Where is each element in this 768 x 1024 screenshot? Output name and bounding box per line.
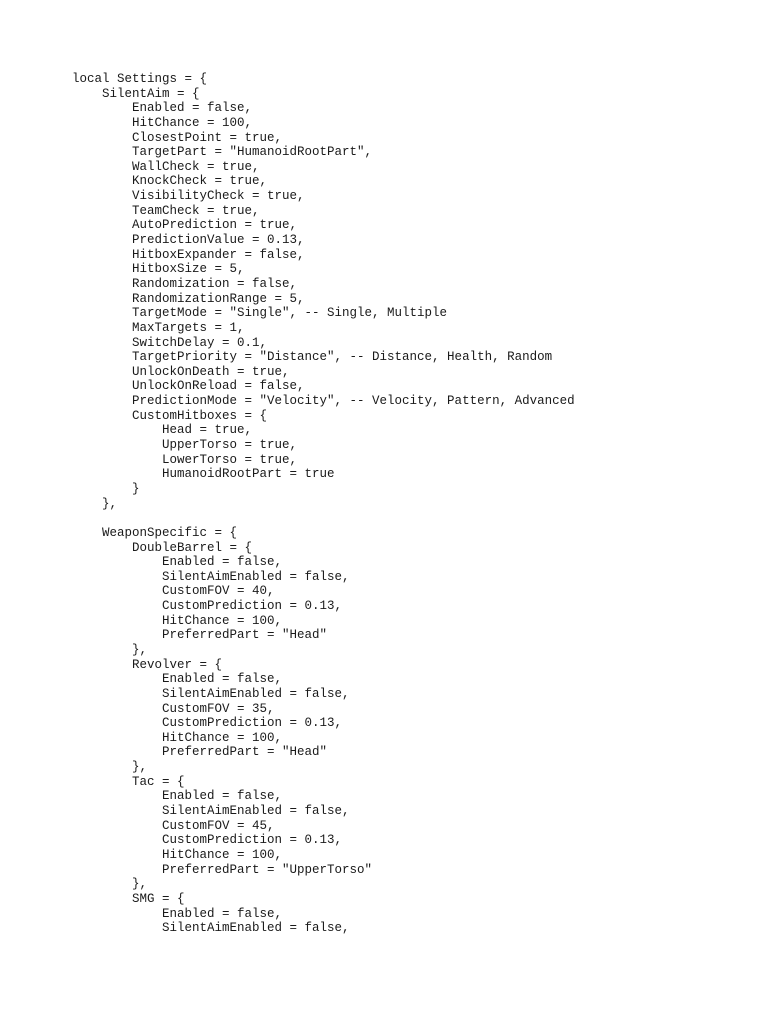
code-line: }, <box>72 496 118 511</box>
code-line: Enabled = false, <box>72 101 253 116</box>
code-line: Randomization = false, <box>72 276 298 291</box>
code-line: TargetPriority = "Distance", -- Distance, Health, Random <box>72 350 553 365</box>
code-line: CustomPrediction = 0.13, <box>72 599 343 614</box>
code-line: SwitchDelay = 0.1, <box>72 335 268 350</box>
code-line: }, <box>72 642 148 657</box>
code-line: HitChance = 100, <box>72 613 283 628</box>
code-line: Revolver = { <box>72 657 223 672</box>
code-line: Enabled = false, <box>72 906 283 921</box>
code-line <box>72 511 575 526</box>
code-line: CustomPrediction = 0.13, <box>72 716 343 731</box>
code-line: LowerTorso = true, <box>72 452 298 467</box>
code-line: PredictionValue = 0.13, <box>72 233 305 248</box>
code-line: local Settings = { <box>72 72 208 86</box>
code-line: SMG = { <box>72 891 185 906</box>
code-line: UnlockOnDeath = true, <box>72 364 290 379</box>
code-line: HumanoidRootPart = true <box>72 467 335 482</box>
code-line: SilentAim = { <box>72 86 200 101</box>
code-line: PreferredPart = "UpperTorso" <box>72 862 373 877</box>
code-line: PredictionMode = "Velocity", -- Velocity, Pattern, Advanced <box>72 394 575 409</box>
code-line: DoubleBarrel = { <box>72 540 253 555</box>
code-line: RandomizationRange = 5, <box>72 291 305 306</box>
code-line: UnlockOnReload = false, <box>72 379 305 394</box>
code-line: HitChance = 100, <box>72 115 253 130</box>
code-line: Head = true, <box>72 423 253 438</box>
code-line: Enabled = false, <box>72 672 283 687</box>
code-line: Tac = { <box>72 774 185 789</box>
code-line: CustomPrediction = 0.13, <box>72 833 343 848</box>
code-block <box>72 72 575 936</box>
code-line: VisibilityCheck = true, <box>72 189 305 204</box>
code-line: }, <box>72 877 148 892</box>
code-line: Enabled = false, <box>72 789 283 804</box>
code-line: }, <box>72 760 148 775</box>
code-line: WeaponSpecific = { <box>72 525 238 540</box>
code-line: SilentAimEnabled = false, <box>72 569 350 584</box>
code-line: CustomFOV = 35, <box>72 701 275 716</box>
code-line: TeamCheck = true, <box>72 203 260 218</box>
code-line: SilentAimEnabled = false, <box>72 804 350 819</box>
code-line: CustomHitboxes = { <box>72 408 268 423</box>
code-line: HitChance = 100, <box>72 730 283 745</box>
code-line: PreferredPart = "Head" <box>72 628 328 643</box>
code-line: } <box>72 481 140 496</box>
code-line: HitChance = 100, <box>72 847 283 862</box>
code-line: HitboxSize = 5, <box>72 262 245 277</box>
code-line: TargetPart = "HumanoidRootPart", <box>72 145 373 160</box>
code-line: SilentAimEnabled = false, <box>72 921 350 936</box>
code-line: HitboxExpander = false, <box>72 247 305 262</box>
code-line: KnockCheck = true, <box>72 174 268 189</box>
code-line: MaxTargets = 1, <box>72 320 245 335</box>
code-line: ClosestPoint = true, <box>72 130 283 145</box>
code-line: UpperTorso = true, <box>72 438 298 453</box>
code-line: CustomFOV = 45, <box>72 818 275 833</box>
code-line: Enabled = false, <box>72 555 283 570</box>
code-line: CustomFOV = 40, <box>72 584 275 599</box>
code-line: WallCheck = true, <box>72 159 260 174</box>
code-line: AutoPrediction = true, <box>72 218 298 233</box>
code-line: TargetMode = "Single", -- Single, Multiple <box>72 306 448 321</box>
code-line: SilentAimEnabled = false, <box>72 686 350 701</box>
code-line: PreferredPart = "Head" <box>72 745 328 760</box>
